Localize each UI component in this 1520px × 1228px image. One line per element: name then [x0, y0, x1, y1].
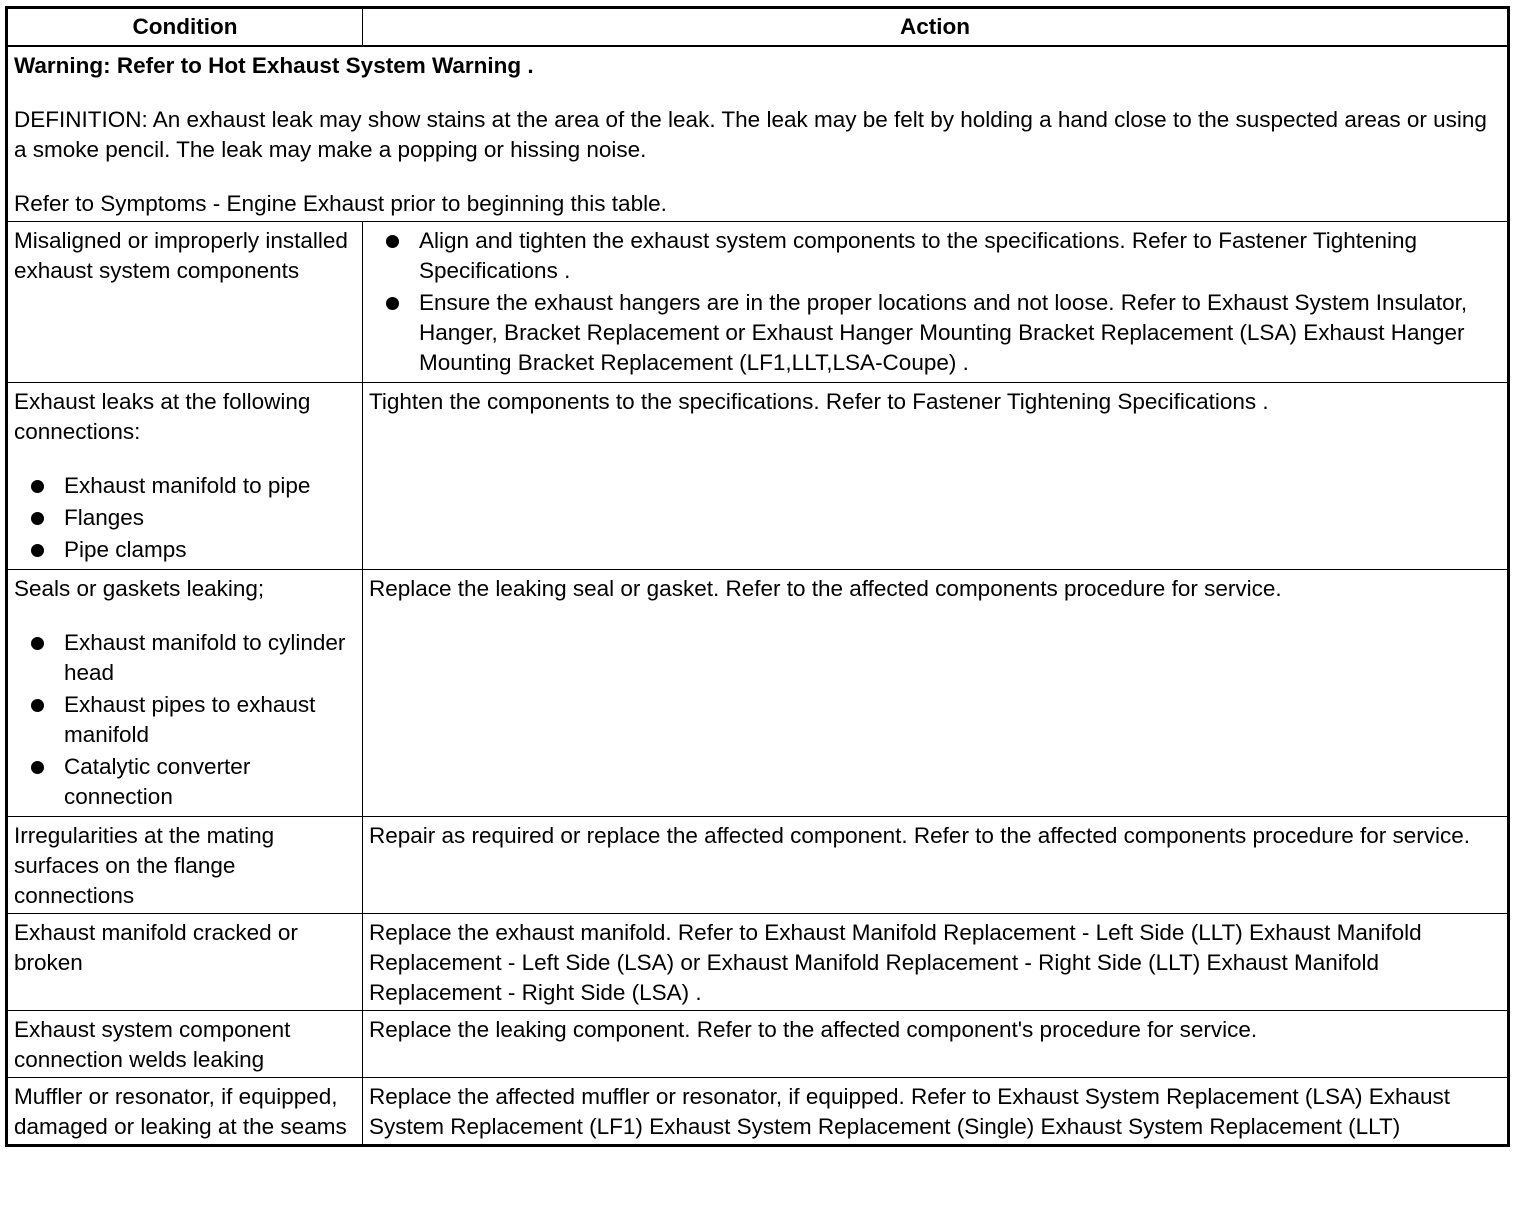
action-bullet: Ensure the exhaust hangers are in the proper locations and not loose. Refer to Exhaust System Insulator, Hanger, Bracket Replacement or Exhaust Hanger Mounting Bracket Replacement (LSA) Exhaust Hanger Mounting Bracket Replacement (LF1,LLT,LSA-Coupe) .	[369, 288, 1501, 378]
condition-cell: Misaligned or improperly installed exhaust system components	[7, 222, 363, 383]
table-row	[7, 383, 1509, 570]
condition-cell	[7, 570, 363, 817]
condition-header: Condition	[7, 8, 363, 47]
condition-cell: Exhaust manifold cracked or broken	[7, 914, 363, 1011]
diagnostic-table	[5, 6, 1510, 1147]
table-row	[7, 222, 1509, 383]
header-row	[7, 8, 1509, 47]
table-row	[7, 914, 1509, 1011]
action-cell	[363, 222, 1509, 383]
action-cell: Replace the leaking seal or gasket. Refer to the affected components procedure for service.	[363, 570, 1509, 817]
hot-exhaust-warning: Warning: Refer to Hot Exhaust System Warning .	[14, 53, 534, 78]
condition-bullet: Exhaust manifold to pipe	[14, 471, 356, 501]
condition-cell: Muffler or resonator, if equipped, damaged or leaking at the seams	[7, 1078, 363, 1146]
intro-cell	[7, 46, 1509, 222]
condition-bullet: Exhaust pipes to exhaust manifold	[14, 690, 356, 750]
action-cell: Repair as required or replace the affected component. Refer to the affected components procedure for service.	[363, 817, 1509, 914]
table-row	[7, 1078, 1509, 1146]
definition-text: DEFINITION: An exhaust leak may show stains at the area of the leak. The leak may be felt by holding a hand close to the suspected areas or using a smoke pencil. The leak may make a popping or hissing noise.	[14, 107, 1487, 162]
condition-text: Exhaust leaks at the following connections:	[14, 389, 311, 444]
condition-cell: Irregularities at the mating surfaces on the flange connections	[7, 817, 363, 914]
condition-text: Seals or gaskets leaking;	[14, 576, 265, 601]
condition-bullet: Catalytic converter connection	[14, 752, 356, 812]
condition-bullet: Flanges	[14, 503, 356, 533]
condition-cell	[7, 383, 363, 570]
intro-row	[7, 46, 1509, 222]
diagnostic-table-container	[5, 6, 1507, 1147]
table-row	[7, 1011, 1509, 1078]
action-bullet-list	[369, 226, 1501, 378]
action-cell: Replace the exhaust manifold. Refer to Exhaust Manifold Replacement - Left Side (LLT) Exhaust Manifold Replacement - Left Side (LSA) or Exhaust Manifold Replacement - Right Side (LLT) Exhaust Manifold Replacement - Right Side (LSA) .	[363, 914, 1509, 1011]
action-cell: Replace the affected muffler or resonator, if equipped. Refer to Exhaust System Replacement (LSA) Exhaust System Replacement (LF1) Exhaust System Replacement (Single) Exhaust System Replacement (LLT)	[363, 1078, 1509, 1146]
condition-bullet: Exhaust manifold to cylinder head	[14, 628, 356, 688]
symptoms-reference: Refer to Symptoms - Engine Exhaust prior to beginning this table.	[14, 191, 667, 216]
table-row	[7, 817, 1509, 914]
condition-bullet: Pipe clamps	[14, 535, 356, 565]
action-cell: Replace the leaking component. Refer to the affected component's procedure for service.	[363, 1011, 1509, 1078]
condition-bullet-list	[14, 628, 356, 812]
action-header: Action	[363, 8, 1509, 47]
condition-cell: Exhaust system component connection welds leaking	[7, 1011, 363, 1078]
table-row	[7, 570, 1509, 817]
condition-bullet-list	[14, 471, 356, 565]
action-cell: Tighten the components to the specifications. Refer to Fastener Tightening Specifications .	[363, 383, 1509, 570]
action-bullet: Align and tighten the exhaust system components to the specifications. Refer to Fastener Tightening Specifications .	[369, 226, 1501, 286]
